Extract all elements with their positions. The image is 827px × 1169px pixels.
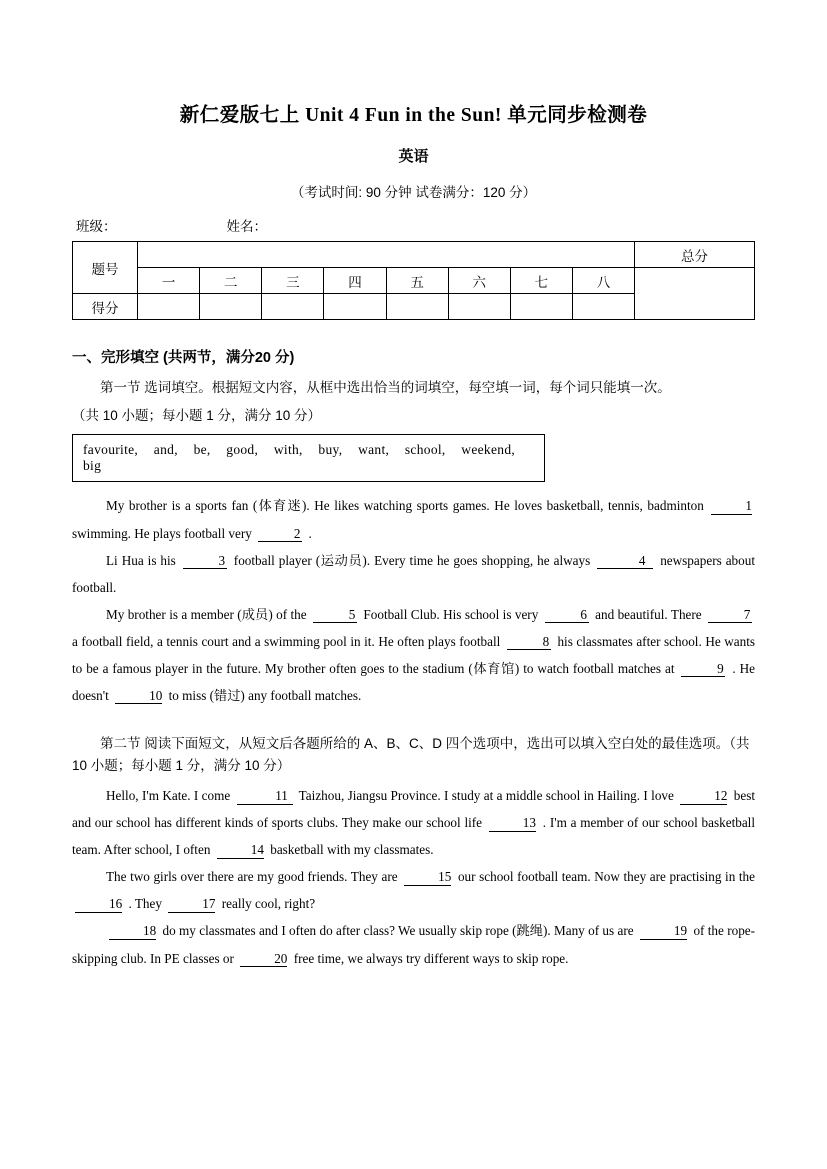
word-bank-item: favourite, [83, 442, 139, 458]
passage1-p3-text-c: and beautiful. There [595, 606, 702, 622]
word-bank-item: be, [193, 442, 211, 458]
column-3: 三 [262, 268, 324, 294]
word-bank-item: school, [404, 442, 446, 458]
answer-blank-20[interactable]: 20 [240, 952, 287, 968]
score-cell-3 [262, 294, 324, 320]
column-7: 七 [510, 268, 572, 294]
passage1-paragraph-3 [72, 601, 755, 709]
passage1-p3-text-b: Football Club. His school is very [363, 606, 539, 622]
class-field-label: 班级： [76, 219, 117, 235]
passage1-paragraph-2 [72, 547, 755, 601]
part-one-count: （共 10 小题；每小题 1 分，满分 10 分） [72, 407, 322, 423]
passage2-p2-text-d: really cool, right? [221, 896, 316, 912]
answer-blank-11[interactable]: 11 [237, 789, 293, 805]
column-5: 五 [386, 268, 448, 294]
answer-blank-12[interactable]: 12 [680, 789, 727, 805]
passage2-p1-text-e: basketball with my classmates. [270, 842, 434, 858]
passage1-p3-text-f: . He doesn't [72, 660, 756, 703]
score-cell-4 [324, 294, 386, 320]
passage1-p3-text-a: My brother is a member (成员) of the [106, 606, 307, 622]
column-2: 二 [200, 268, 262, 294]
answer-blank-18[interactable]: 18 [109, 924, 156, 940]
answer-blank-9[interactable]: 9 [681, 662, 725, 678]
part-two-instruction: 第二节 阅读下面短文，从短文后各题所给的 A、B、C、D 四个选项中，选出可以填入空白处的最佳选项。（共 10 小题；每小题 1 分，满分 10 分） [72, 735, 750, 773]
answer-blank-1[interactable]: 1 [711, 499, 752, 515]
answer-blank-2[interactable]: 2 [258, 527, 302, 543]
word-bank-item: and, [153, 442, 178, 458]
passage2-p1-text-c: best and our school has different kinds of sports clubs. They make our school life [72, 788, 756, 831]
table-row-columns [73, 268, 755, 294]
name-field-label: 姓名： [226, 219, 267, 235]
answer-blank-6[interactable]: 6 [545, 608, 589, 624]
part-one-instruction: 第一节 选词填空。根据短文内容，从框中选出恰当的词填空，每空填一词，每个词只能填一次。 [100, 380, 671, 396]
score-cell-5 [386, 294, 448, 320]
passage2-paragraph-2 [72, 863, 755, 917]
word-bank-item: buy, [318, 442, 343, 458]
passage2-p3-text-b: of the rope-skipping club. In PE classes or [72, 923, 756, 966]
passage2-p2-text-a: The two girls over there are my good friends. They are [106, 869, 398, 885]
passage1-p1-text-c: . [308, 525, 312, 541]
word-bank-item: want, [358, 442, 390, 458]
student-fields [72, 215, 755, 235]
subject-label: 英语 [398, 148, 429, 166]
total-score-cell [635, 268, 755, 320]
passage2-paragraph-3 [72, 917, 755, 971]
passage2-p3-text-c: free time, we always try different ways to skip rope. [293, 950, 569, 966]
score-table [72, 241, 755, 320]
section-spacer [72, 709, 755, 725]
answer-blank-3[interactable]: 3 [183, 554, 227, 570]
answer-blank-8[interactable]: 8 [507, 635, 551, 651]
passage1-p2-text-c: newspapers about football. [72, 552, 756, 595]
section-one-heading: 一、完形填空 (共两节，满分20 分) [72, 350, 295, 367]
passage1-p3-text-g: to miss (错过) any football matches. [168, 687, 362, 703]
answer-blank-19[interactable]: 19 [640, 924, 687, 940]
passage2-p1-text-d: . I'm a member of our school basketball team. After school, I often [72, 815, 756, 858]
total-label: 总分 [635, 242, 755, 268]
passage1-p3-text-e: his classmates after school. He wants to be a famous player in the future. My brother often goes to the stadium (体育馆) to watch football matches at [72, 633, 756, 676]
score-label: 得分 [73, 294, 138, 320]
answer-blank-15[interactable]: 15 [404, 870, 451, 886]
passage1-p2-text-a: Li Hua is his [106, 552, 176, 568]
word-bank-item: with, [273, 442, 303, 458]
question-number-label: 题号 [73, 242, 138, 294]
table-row-header [73, 242, 755, 268]
passage2-paragraph-1 [72, 782, 755, 863]
passage2-p2-text-c: . They [128, 896, 162, 912]
answer-blank-7[interactable]: 7 [708, 608, 752, 624]
word-bank-item: weekend, [461, 442, 516, 458]
answer-blank-10[interactable]: 10 [115, 689, 162, 705]
passage1-p3-text-d: a football field, a tennis court and a swimming pool in it. He often plays football [72, 633, 501, 649]
page-title: 新仁爱版七上 Unit 4 Fun in the Sun! 单元同步检测卷 [179, 105, 648, 126]
passage2-p1-text-b: Taizhou, Jiangsu Province. I study at a middle school in Hailing. I love [298, 788, 674, 804]
question-columns-spacer [138, 242, 635, 268]
column-4: 四 [324, 268, 386, 294]
passage1-paragraph-1 [72, 492, 755, 546]
score-cell-6 [448, 294, 510, 320]
word-bank [72, 434, 545, 482]
passage1-p2-text-b: football player (运动员). Every time he goes shopping, he always [233, 552, 591, 568]
column-1: 一 [138, 268, 200, 294]
column-6: 六 [448, 268, 510, 294]
score-cell-8 [572, 294, 634, 320]
passage2-p3-text-a: do my classmates and I often do after class? We usually skip rope (跳绳). Many of us are [162, 923, 634, 939]
answer-blank-4[interactable]: 4 [597, 554, 653, 570]
passage2-p2-text-b: our school football team. Now they are practising in the [457, 869, 755, 885]
score-cell-2 [200, 294, 262, 320]
answer-blank-13[interactable]: 13 [489, 816, 536, 832]
exam-meta: （考试时间: 90 分钟 试卷满分：120 分） [290, 185, 537, 201]
answer-blank-14[interactable]: 14 [217, 843, 264, 859]
word-bank-item: big [83, 458, 102, 474]
score-cell-1 [138, 294, 200, 320]
answer-blank-16[interactable]: 16 [75, 897, 122, 913]
passage2-p1-text-a: Hello, I'm Kate. I come [106, 788, 231, 804]
score-cell-7 [510, 294, 572, 320]
passage1-p1-text-b: swimming. He plays football very [72, 525, 252, 541]
passage1-p1-text-a: My brother is a sports fan (体育迷). He likes watching sports games. He loves basketball, tennis, badminton [106, 498, 704, 514]
word-bank-item: good, [226, 442, 259, 458]
answer-blank-17[interactable]: 17 [168, 897, 215, 913]
answer-blank-5[interactable]: 5 [313, 608, 357, 624]
column-8: 八 [572, 268, 634, 294]
